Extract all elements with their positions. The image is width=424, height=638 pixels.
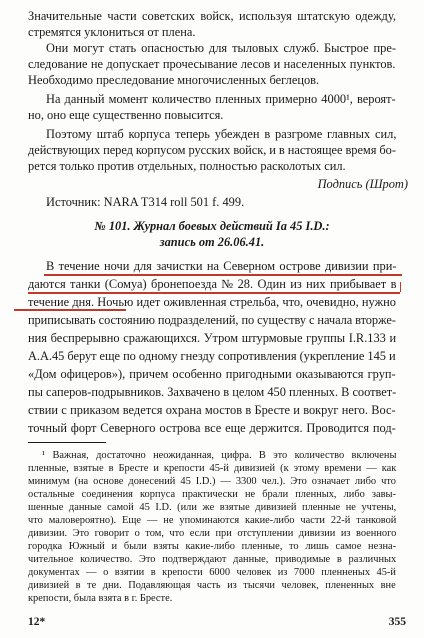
footnote-line: чительное количество. Это подтверждают данные, приводимые в различных: [28, 554, 397, 565]
body-line: Значительные части советских войск, используя штатскую одежду,: [28, 9, 396, 23]
section-line: пы саперов-подрывников. Захвачено в целом 450 пленных. В соответ-: [28, 385, 397, 399]
section-line: «Дом офицеров»), причем особенно пригодными оказываются груп-: [28, 367, 396, 381]
body-line: следование не допускает прочесывание лесов и населенных пунктов.: [28, 57, 396, 71]
body-line: стремятся уклониться от плена.: [28, 25, 196, 39]
red-underline-mark: [400, 282, 401, 292]
footnote-line: городка Южный и были взяты какие-либо пленные, то лишь самое незна-: [28, 541, 397, 552]
section-line: течение дня. Ночью идет оживленная стрельба, что, очевидно, нужно: [28, 295, 396, 309]
red-underline: [14, 309, 126, 311]
section-line: ния беспрерывно сражающихся. Утром штурмовые группы I.R.133 и: [28, 331, 397, 345]
body-line: но, оно еще существенно повысится.: [28, 108, 224, 122]
document-heading: № 101. Журнал боевых действий Ia 45 I.D.:: [94, 219, 330, 233]
section-line: ствии с приказом ведется охрана мостов в Бресте и вокруг него. Вос-: [28, 403, 396, 417]
body-line: Они могут стать опасностью для тыловых служб. Быстрое пре-: [46, 41, 397, 55]
body-line: Поэтому штаб корпуса теперь убежден в разгроме главных сил,: [46, 127, 397, 141]
footnote-line: крепости, была взята в г. Бресте.: [28, 593, 173, 604]
footnote-line: что маловероятно). Еще — не упоминаются какие-либо части 22-й танковой: [28, 515, 397, 526]
section-line: A.A.45 берут еще по одному гнезду сопротивления (укрепление 145 и: [28, 349, 396, 363]
body-line: рется только против отдельных, полностью расколотых сил.: [28, 159, 346, 173]
footnote-line: дивизией в те дни. Подавляющая часть из тысячи человек, плененных вне: [28, 580, 396, 591]
footnote-line: остальные соединения корпуса практически не брали пленных, либо завы-: [28, 489, 396, 500]
page-number: 355: [388, 616, 406, 628]
section-line: В течение ночи для зачистки на Северном острове дивизии при-: [46, 259, 397, 273]
body-line: Необходимо преследование многочисленных беглецов.: [28, 73, 320, 87]
footnote-rule: [28, 442, 106, 443]
signature: Подпись (Шрот): [317, 177, 408, 191]
footnote-line: шенные данные самой 45 I.D. (или же взятые дивизией пленные не учтены,: [28, 502, 397, 513]
red-underline: [44, 274, 402, 276]
body-line: действующих перед корпусом русских войск, и в настоящее время бо-: [28, 143, 396, 157]
section-line: точный форт Северного острова все еще держится. Проводится под-: [28, 421, 396, 435]
footnote-line: пленные, взятые в Бресте и крепости 45-й дивизией (к этому времени — как: [28, 463, 397, 474]
footnote-line: дивизии. Это говорит о том, что если при отступлении дивизии из военного: [28, 528, 397, 539]
section-line: даются танки (Сомуа) бронепоезда № 28. Один из них прибывает в: [28, 277, 397, 291]
footnote-line: минимум (на основе донесений 45 I.D.) — 3300 чел.). Это означает либо что: [28, 476, 396, 487]
footnote-line: документах — о взятии в крепости 6000 человек из 7000 пленненых 45-й: [28, 567, 396, 578]
signature-mark: 12*: [28, 616, 46, 628]
red-underline: [28, 292, 400, 294]
body-line: На данный момент количество пленных примерно 4000¹, вероят-: [46, 92, 396, 106]
footnote-line: ¹ Важная, достаточно неожиданная, цифра. В это количество включены: [42, 450, 397, 461]
document-heading-date: запись от 26.06.41.: [159, 235, 265, 249]
source-citation: Источник: NARA T314 roll 501 f. 499.: [46, 195, 245, 209]
section-line: приписывать состоянию подразделений, по существу с начала вторже-: [28, 313, 396, 327]
